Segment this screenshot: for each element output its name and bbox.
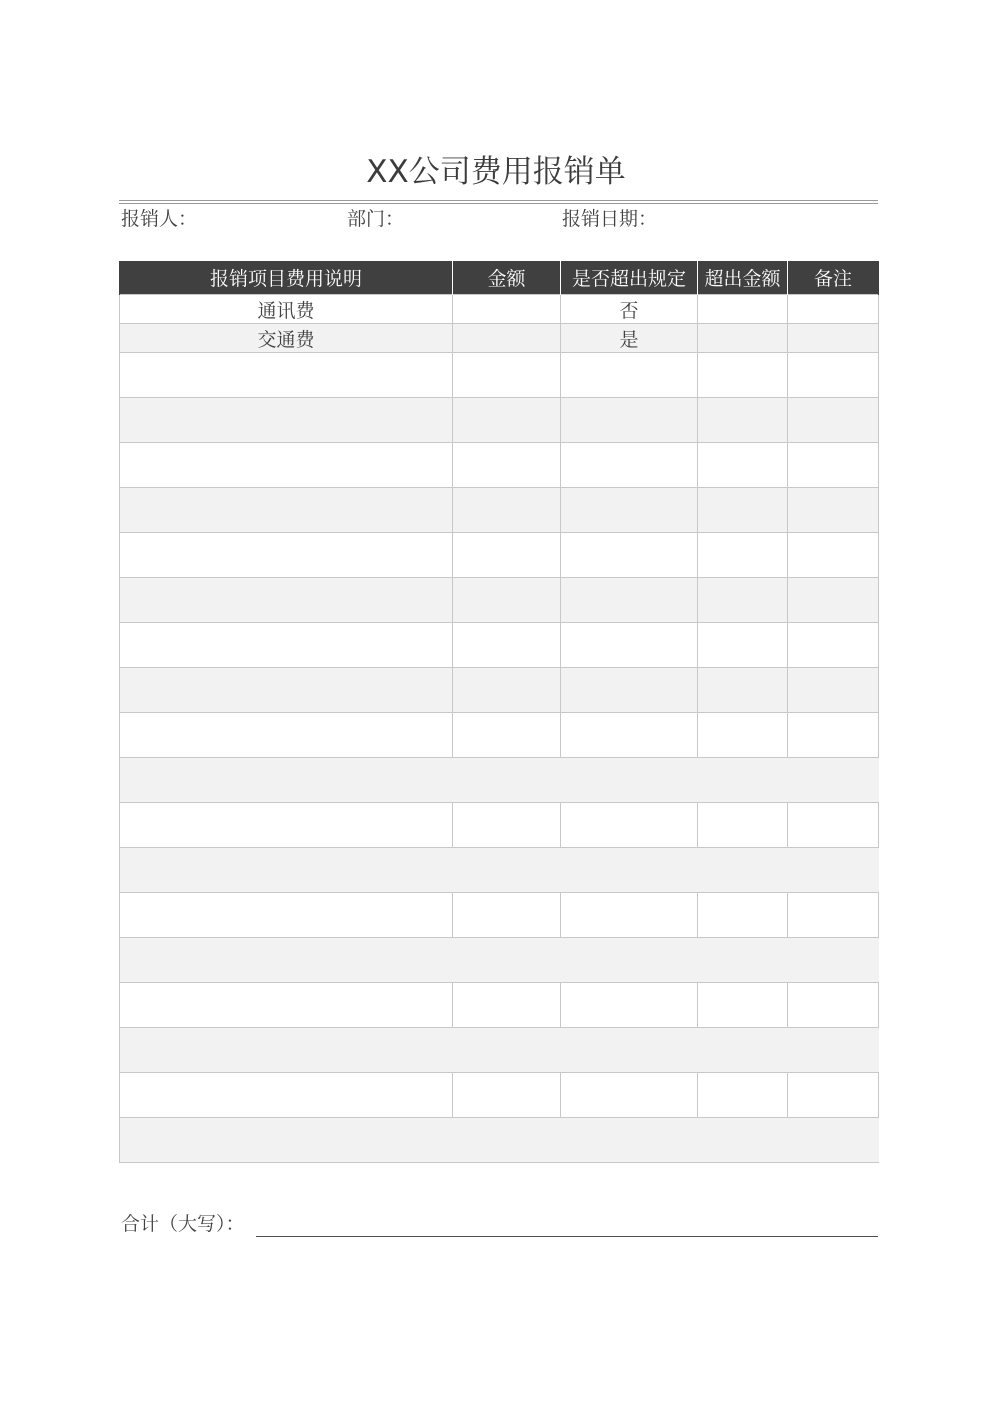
cell-remarks[interactable] — [788, 533, 879, 578]
cell-remarks[interactable] — [788, 488, 879, 533]
cell-excess-amount[interactable] — [698, 353, 788, 398]
cell-remarks[interactable] — [788, 443, 879, 488]
cell-item-description[interactable] — [120, 443, 453, 488]
table-row — [120, 623, 879, 668]
claimant-label: 报销人： — [121, 208, 198, 230]
date-label: 报销日期： — [562, 208, 658, 230]
page-title: XX公司费用报销单 — [366, 154, 626, 190]
cell-exceeds-rule[interactable] — [561, 488, 698, 533]
merged-row-cell[interactable] — [120, 938, 879, 983]
cell-excess-amount[interactable] — [698, 983, 788, 1028]
cell-exceeds-rule[interactable] — [561, 803, 698, 848]
cell-remarks[interactable] — [788, 295, 879, 324]
cell-amount[interactable] — [453, 623, 561, 668]
table-row — [120, 295, 879, 324]
cell-remarks[interactable] — [788, 668, 879, 713]
cell-excess-amount[interactable] — [698, 1073, 788, 1118]
title-divider-top — [119, 200, 878, 201]
cell-remarks[interactable] — [788, 623, 879, 668]
cell-amount[interactable] — [453, 803, 561, 848]
cell-exceeds-rule[interactable] — [561, 443, 698, 488]
cell-amount[interactable] — [453, 713, 561, 758]
cell-exceeds-rule[interactable] — [561, 623, 698, 668]
cell-amount[interactable] — [453, 324, 561, 353]
total-amount-input-line[interactable] — [256, 1236, 878, 1237]
cell-item-description[interactable] — [120, 983, 453, 1028]
cell-item-description[interactable] — [120, 893, 453, 938]
table-row — [120, 893, 879, 938]
table-row — [120, 578, 879, 623]
cell-exceeds-rule[interactable] — [561, 983, 698, 1028]
cell-exceeds-rule[interactable] — [561, 668, 698, 713]
cell-exceeds-rule[interactable] — [561, 578, 698, 623]
header-item-description: 报销项目费用说明 — [120, 261, 453, 295]
cell-excess-amount[interactable] — [698, 398, 788, 443]
cell-amount[interactable] — [453, 668, 561, 713]
table-row — [120, 983, 879, 1028]
merged-row-cell[interactable] — [120, 1028, 879, 1073]
cell-exceeds-rule[interactable] — [561, 1073, 698, 1118]
cell-item-description[interactable] — [120, 668, 453, 713]
merged-row-cell[interactable] — [120, 758, 879, 803]
cell-amount[interactable] — [453, 578, 561, 623]
table-row — [120, 1073, 879, 1118]
table-row — [120, 713, 879, 758]
table-row-merged — [120, 938, 879, 983]
cell-excess-amount[interactable] — [698, 443, 788, 488]
table-row — [120, 488, 879, 533]
cell-item-description[interactable] — [120, 488, 453, 533]
cell-excess-amount[interactable] — [698, 803, 788, 848]
table-row — [120, 803, 879, 848]
table-row — [120, 353, 879, 398]
cell-exceeds-rule[interactable] — [561, 398, 698, 443]
header-amount: 金额 — [453, 261, 561, 295]
cell-amount[interactable] — [453, 488, 561, 533]
cell-excess-amount[interactable] — [698, 668, 788, 713]
cell-remarks[interactable] — [788, 1073, 879, 1118]
cell-item-description[interactable] — [120, 533, 453, 578]
title-divider-bottom — [119, 203, 878, 204]
cell-item-description[interactable] — [120, 353, 453, 398]
cell-item-description[interactable]: 交通费 — [120, 324, 453, 353]
cell-item-description[interactable] — [120, 1073, 453, 1118]
table-row — [120, 324, 879, 353]
cell-excess-amount[interactable] — [698, 533, 788, 578]
table-row-merged — [120, 848, 879, 893]
cell-excess-amount[interactable] — [698, 578, 788, 623]
cell-remarks[interactable] — [788, 713, 879, 758]
cell-amount[interactable] — [453, 533, 561, 578]
cell-amount[interactable] — [453, 893, 561, 938]
cell-exceeds-rule[interactable] — [561, 353, 698, 398]
table-row-merged — [120, 1028, 879, 1073]
total-amount-label: 合计（大写）： — [121, 1213, 245, 1235]
cell-exceeds-rule[interactable] — [561, 893, 698, 938]
cell-amount[interactable] — [453, 295, 561, 324]
cell-remarks[interactable] — [788, 893, 879, 938]
table-row — [120, 443, 879, 488]
cell-item-description[interactable] — [120, 578, 453, 623]
cell-excess-amount[interactable] — [698, 488, 788, 533]
cell-amount[interactable] — [453, 443, 561, 488]
cell-amount[interactable] — [453, 353, 561, 398]
table-row — [120, 533, 879, 578]
table-header-row — [120, 261, 879, 295]
cell-remarks[interactable] — [788, 803, 879, 848]
cell-exceeds-rule[interactable]: 否 — [561, 295, 698, 324]
cell-remarks[interactable] — [788, 983, 879, 1028]
header-excess-amount: 超出金额 — [698, 261, 788, 295]
cell-item-description[interactable] — [120, 713, 453, 758]
cell-excess-amount[interactable] — [698, 324, 788, 353]
merged-row-cell[interactable] — [120, 1118, 879, 1163]
cell-remarks[interactable] — [788, 353, 879, 398]
header-exceeds-rule: 是否超出规定 — [561, 261, 698, 295]
table-row — [120, 398, 879, 443]
cell-excess-amount[interactable] — [698, 713, 788, 758]
cell-item-description[interactable] — [120, 623, 453, 668]
cell-amount[interactable] — [453, 1073, 561, 1118]
cell-excess-amount[interactable] — [698, 893, 788, 938]
department-label: 部门： — [347, 208, 405, 230]
cell-exceeds-rule[interactable]: 是 — [561, 324, 698, 353]
cell-remarks[interactable] — [788, 398, 879, 443]
table-row — [120, 668, 879, 713]
cell-item-description[interactable]: 通讯费 — [120, 295, 453, 324]
cell-exceeds-rule[interactable] — [561, 533, 698, 578]
cell-excess-amount[interactable] — [698, 623, 788, 668]
merged-row-cell[interactable] — [120, 848, 879, 893]
cell-item-description[interactable] — [120, 803, 453, 848]
cell-amount[interactable] — [453, 983, 561, 1028]
cell-excess-amount[interactable] — [698, 295, 788, 324]
header-remarks: 备注 — [788, 261, 879, 295]
cell-remarks[interactable] — [788, 324, 879, 353]
cell-remarks[interactable] — [788, 578, 879, 623]
cell-amount[interactable] — [453, 398, 561, 443]
table-row-merged — [120, 758, 879, 803]
cell-item-description[interactable] — [120, 398, 453, 443]
table-row-merged — [120, 1118, 879, 1163]
expense-table — [119, 261, 879, 1163]
cell-exceeds-rule[interactable] — [561, 713, 698, 758]
